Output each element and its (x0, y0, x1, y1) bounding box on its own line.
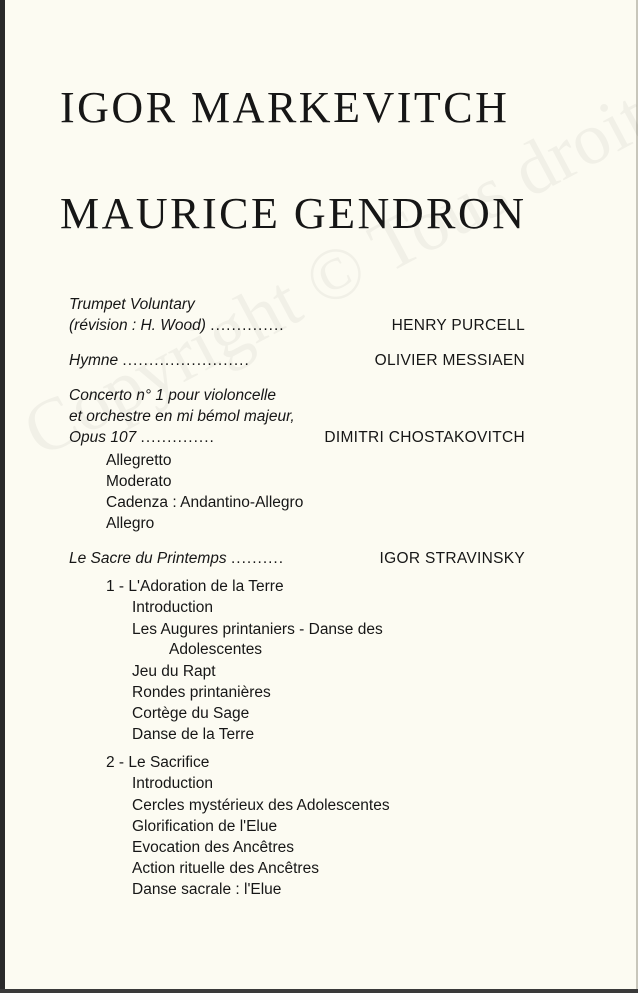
composer-stravinsky: IGOR STRAVINSKY (379, 550, 525, 567)
composer-messiaen: OLIVIER MESSIAEN (374, 352, 525, 369)
page-edge-shadow-bottom (0, 989, 638, 993)
section-item: Introduction (132, 775, 213, 792)
section-item: Danse sacrale : l'Elue (132, 881, 282, 898)
work-title-stravinsky: Le Sacre du Printemps (69, 550, 227, 567)
section-item: Cortège du Sage (132, 705, 250, 722)
work-title-chostakovitch: Concerto n° 1 pour violoncelle (69, 387, 276, 404)
work-line-stravinsky (69, 549, 284, 569)
section-item: Jeu du Rapt (132, 663, 216, 680)
movement-item: Allegretto (106, 452, 172, 469)
work-title-purcell: Trumpet Voluntary (69, 296, 195, 313)
artist-name-conductor: IGOR MARKEVITCH (60, 83, 510, 132)
work-title-messiaen: Hymne (69, 352, 119, 369)
dot-leader: .............. (140, 429, 215, 446)
section-item-continuation: Adolescentes (169, 641, 263, 658)
dot-leader: .......... (230, 550, 285, 567)
movement-item: Moderato (106, 473, 172, 490)
work-subtitle-purcell (69, 316, 285, 336)
movement-item: Allegro (106, 515, 155, 532)
dot-leader: .............. (210, 317, 285, 334)
section-item: Introduction (132, 599, 213, 616)
work-revision-purcell: (révision : H. Wood) (69, 317, 206, 334)
work-title-chostakovitch-line2: et orchestre en mi bémol majeur, (69, 408, 295, 425)
composer-chostakovitch: DIMITRI CHOSTAKOVITCH (324, 429, 525, 446)
section-item: Glorification de l'Elue (132, 818, 278, 835)
section-item: Rondes printanières (132, 684, 271, 701)
composer-purcell: HENRY PURCELL (391, 317, 525, 334)
section-item: Evocation des Ancêtres (132, 839, 294, 856)
section-item: Danse de la Terre (132, 726, 255, 743)
part-heading-1: 1 - L'Adoration de la Terre (106, 578, 284, 595)
movement-item: Cadenza : Andantino-Allegro (106, 494, 304, 511)
work-line-messiaen (69, 351, 250, 371)
artist-name-cellist: MAURICE GENDRON (60, 189, 527, 238)
page-edge-shadow-left (0, 0, 5, 993)
section-item: Cercles mystérieux des Adolescentes (132, 797, 390, 814)
section-item: Les Augures printaniers - Danse des (132, 621, 383, 638)
dot-leader: ........................ (122, 352, 250, 369)
part-heading-2: 2 - Le Sacrifice (106, 754, 210, 771)
work-opus-number: Opus 107 (69, 429, 137, 446)
work-opus-chostakovitch (69, 428, 215, 448)
section-item: Action rituelle des Ancêtres (132, 860, 319, 877)
